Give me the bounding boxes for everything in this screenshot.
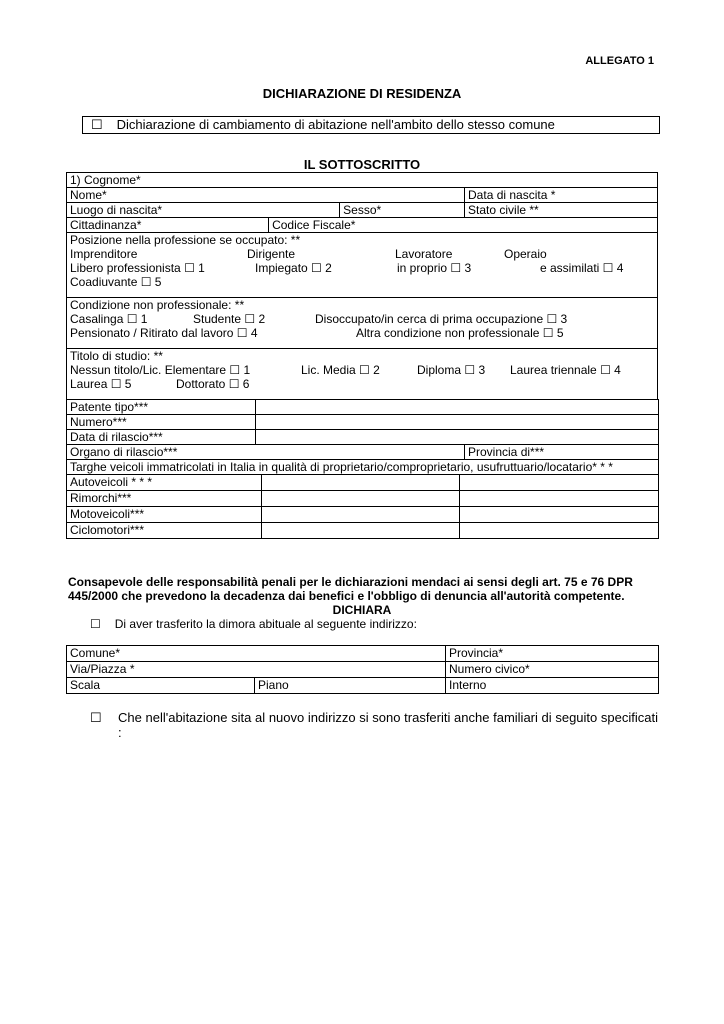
non-professionale-block [67,298,658,349]
comune-field[interactable]: Comune* [67,646,446,662]
provincia-field[interactable]: Provincia* [446,646,659,662]
libero-professionista-option[interactable]: Libero professionista ☐ 1 [70,261,205,275]
autoveicoli-label: Autoveicoli * * * [67,475,262,491]
interno-field[interactable]: Interno [446,678,659,694]
patente-tipo-input[interactable] [256,400,659,415]
patente-numero-input[interactable] [256,415,659,430]
consapevole-paragraph: Consapevole delle responsabilità penali per le dichiarazioni mendaci ai sensi degli art. 75 e 76 DPR 445/2000 che prevedono la decadenza dai benefici e l'obbligo di denuncia all'autorità competente. [68,575,633,603]
provincia-rilascio-field[interactable]: Provincia di*** [465,445,659,460]
dirigente-label: Dirigente [247,247,296,261]
coadiuvante-option[interactable]: Coadiuvante ☐ 5 [70,275,162,289]
motoveicoli-label: Motoveicoli*** [67,507,262,523]
stato-civile-field[interactable]: Stato civile ** [465,203,658,218]
scala-field[interactable]: Scala [67,678,255,694]
impiegato-option[interactable]: Impiegato ☐ 2 [255,261,332,275]
section-title-sottoscritto: IL SOTTOSCRITTO [303,157,421,172]
organo-rilascio-field[interactable]: Organo di rilascio*** [67,445,465,460]
motoveicoli-targa-1[interactable] [262,507,460,523]
nome-field[interactable]: Nome* [67,188,465,203]
data-rilascio-label: Data di rilascio*** [67,430,256,445]
diploma-option[interactable]: Diploma ☐ 3 [417,363,486,377]
dottorato-option[interactable]: Dottorato ☐ 6 [176,377,250,391]
cambiamento-label: Dichiarazione di cambiamento di abitazione nell'ambito dello stesso comune [116,117,555,132]
imprenditore-label: Imprenditore [70,247,138,261]
luogo-nascita-field[interactable]: Luogo di nascita* [67,203,340,218]
anagrafica-form [66,172,658,539]
motoveicoli-targa-2[interactable] [460,507,659,523]
in-proprio-option[interactable]: in proprio ☐ 3 [397,261,472,275]
dimora-option[interactable] [90,617,417,631]
codice-fiscale-field[interactable]: Codice Fiscale* [269,218,658,233]
cittadinanza-field[interactable]: Cittadinanza* [67,218,269,233]
professione-block [67,233,658,298]
checkbox-icon[interactable]: ☐ [90,710,102,725]
veicoli-heading: Targhe veicoli immatricolati in Italia in qualità di proprietario/comproprietario, usufruttuario/locatario* * * [67,460,659,475]
autoveicoli-targa-1[interactable] [262,475,460,491]
rimorchi-label: Rimorchi*** [67,491,262,507]
via-piazza-field[interactable]: Via/Piazza * [67,662,446,678]
nessun-titolo-option[interactable]: Nessun titolo/Lic. Elementare ☐ 1 [70,363,251,377]
checkbox-icon[interactable]: ☐ [90,617,101,631]
non-professionale-heading: Condizione non professionale: ** [70,298,245,312]
pensionato-option[interactable]: Pensionato / Ritirato dal lavoro ☐ 4 [70,326,258,340]
ciclomotori-label: Ciclomotori*** [67,523,262,539]
familiari-option[interactable] [90,710,658,740]
titolo-studio-block [67,349,658,400]
allegato-label: ALLEGATO 1 [585,55,654,67]
ciclomotori-targa-1[interactable] [262,523,460,539]
rimorchi-targa-2[interactable] [460,491,659,507]
dichiara-heading: DICHIARA [332,603,392,617]
autoveicoli-targa-2[interactable] [460,475,659,491]
data-nascita-field[interactable]: Data di nascita * [465,188,658,203]
studente-option[interactable]: Studente ☐ 2 [193,312,266,326]
laurea-triennale-option[interactable]: Laurea triennale ☐ 4 [510,363,621,377]
operaio-label: Operaio [504,247,547,261]
altra-condizione-option[interactable]: Altra condizione non professionale ☐ 5 [356,326,564,340]
cognome-field[interactable]: 1) Cognome* [67,173,658,188]
piano-field[interactable]: Piano [255,678,446,694]
checkbox-icon[interactable]: ☐ [91,117,103,132]
lavoratore-label: Lavoratore [395,247,453,261]
data-rilascio-input[interactable] [256,430,659,445]
casalinga-option[interactable]: Casalinga ☐ 1 [70,312,148,326]
sesso-field[interactable]: Sesso* [340,203,465,218]
patente-tipo-label: Patente tipo*** [67,400,256,415]
patente-numero-label: Numero*** [67,415,256,430]
numero-civico-field[interactable]: Numero civico* [446,662,659,678]
familiari-label: Che nell'abitazione sita al nuovo indirizzo si sono trasferiti anche familiari di seguito specificati : [118,710,658,740]
professione-heading: Posizione nella professione se occupato: ** [70,233,301,247]
rimorchi-targa-1[interactable] [262,491,460,507]
indirizzo-form [66,645,658,694]
ciclomotori-targa-2[interactable] [460,523,659,539]
lic-media-option[interactable]: Lic. Media ☐ 2 [301,363,380,377]
titolo-studio-heading: Titolo di studio: ** [70,349,163,363]
disoccupato-option[interactable]: Disoccupato/in cerca di prima occupazione ☐ 3 [315,312,568,326]
cambiamento-abitazione-option[interactable] [82,116,660,134]
assimilati-option[interactable]: e assimilati ☐ 4 [540,261,624,275]
laurea-option[interactable]: Laurea ☐ 5 [70,377,132,391]
dimora-label: Di aver trasferito la dimora abituale al seguente indirizzo: [114,617,417,631]
page-title: DICHIARAZIONE DI RESIDENZA [262,86,462,101]
